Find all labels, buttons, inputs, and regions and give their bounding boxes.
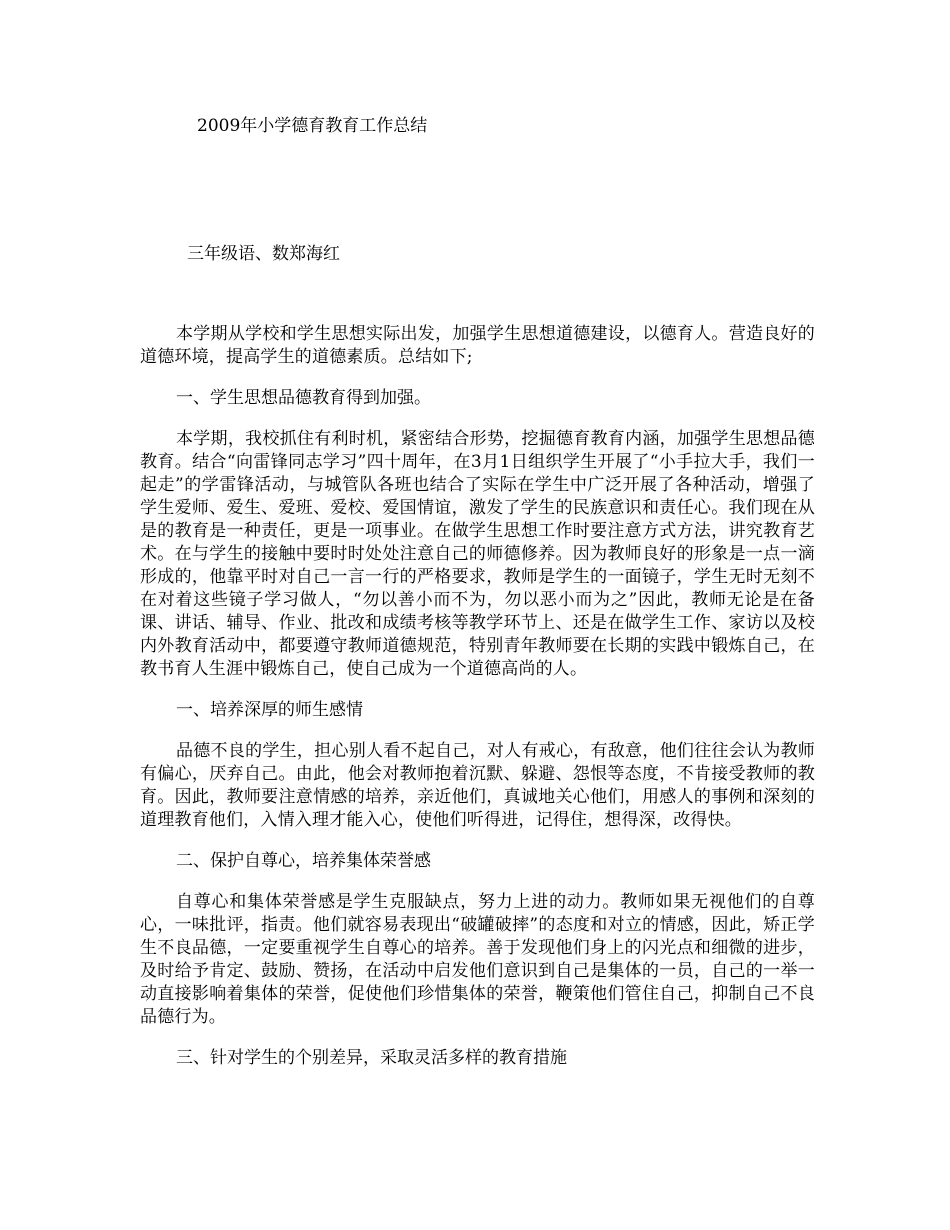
section-heading-teacher-student: 一、培养深厚的师生感情 [176, 700, 363, 720]
paragraph-intro: 本学期从学校和学生思想实际出发，加强学生思想道德建设，以德育人。营造良好的道德环境，提高学生的道德素质。总结如下; [140, 324, 815, 367]
document-body [140, 323, 815, 1070]
paragraph-moral-education: 本学期，我校抓住有利时机，紧密结合形势，挖掘德育教育内涵，加强学生思想品德教育。结合“向雷锋同志学习”四十周年，在3月1日组织学生开展了“小手拉大手，我们一起走”的学雷锋活动，与城管队各班也结合了实际在学生中广泛开展了各种活动，增强了学生爱师、爱生、爱班、爱校、爱国情谊，激发了学生的民族意识和责任心。我们现在从是的教育是一种责任，更是一项事业。在做学生思想工作时要注意方式方法，讲究教育艺术。在与学生的接触中要时时处处注意自己的师德修养。因为教师良好的形象是一点一滴形成的，他靠平时对自己一言一行的严格要求，教师是学生的一面镜子，学生无时无刻不在对着这些镜子学习做人，“勿以善小而不为，勿以恶小而为之”因此，教师无论是在备课、讲话、辅导、作业、批改和成绩考核等教学环节上、还是在做学生工作、家访以及校内外教育活动中，都要遵守教师道德规范，特别青年教师要在长期的实践中锻炼自己，在教书育人生涯中锻炼自己，使自己成为一个道德高尚的人。 [140, 429, 815, 679]
section-heading-self-esteem: 二、保护自尊心，培养集体荣誉感 [176, 851, 431, 871]
section-heading-1: 一、学生思想品德教育得到加强。 [176, 388, 431, 408]
section-heading-individual-differences: 三、针对学生的个别差异，采取灵活多样的教育措施 [176, 1048, 567, 1068]
paragraph-self-esteem: 自尊心和集体荣誉感是学生克服缺点，努力上进的动力。教师如果无视他们的自尊心，一味批评，指责。他们就容易表现出“破罐破摔”的态度和对立的情感，因此，矫正学生不良品德，一定要重视学生自尊心的培养。善于发现他们身上的闪光点和细微的进步，及时给予肯定、鼓励、赞扬，在活动中启发他们意识到自己是集体的一员，自己的一举一动直接影响着集体的荣誉，促使他们珍惜集体的荣誉，鞭策他们管住自己，抑制自己不良品德行为。 [140, 892, 815, 1027]
document-author: 三年级语、数郑海红 [187, 244, 340, 264]
document-title: 2009年小学德育教育工作总结 [197, 116, 428, 136]
paragraph-teacher-student: 品德不良的学生，担心别人看不起自己，对人有戒心，有敌意，他们往往会认为教师有偏心，厌弃自己。由此，他会对教师抱着沉默、躲避、怨恨等态度，不肯接受教师的教育。因此，教师要注意情感的培养，亲近他们，真诚地关心他们，用感人的事例和深刻的道理教育他们，入情入理才能入心，使他们听得进，记得住，想得深，改得快。 [140, 741, 815, 830]
